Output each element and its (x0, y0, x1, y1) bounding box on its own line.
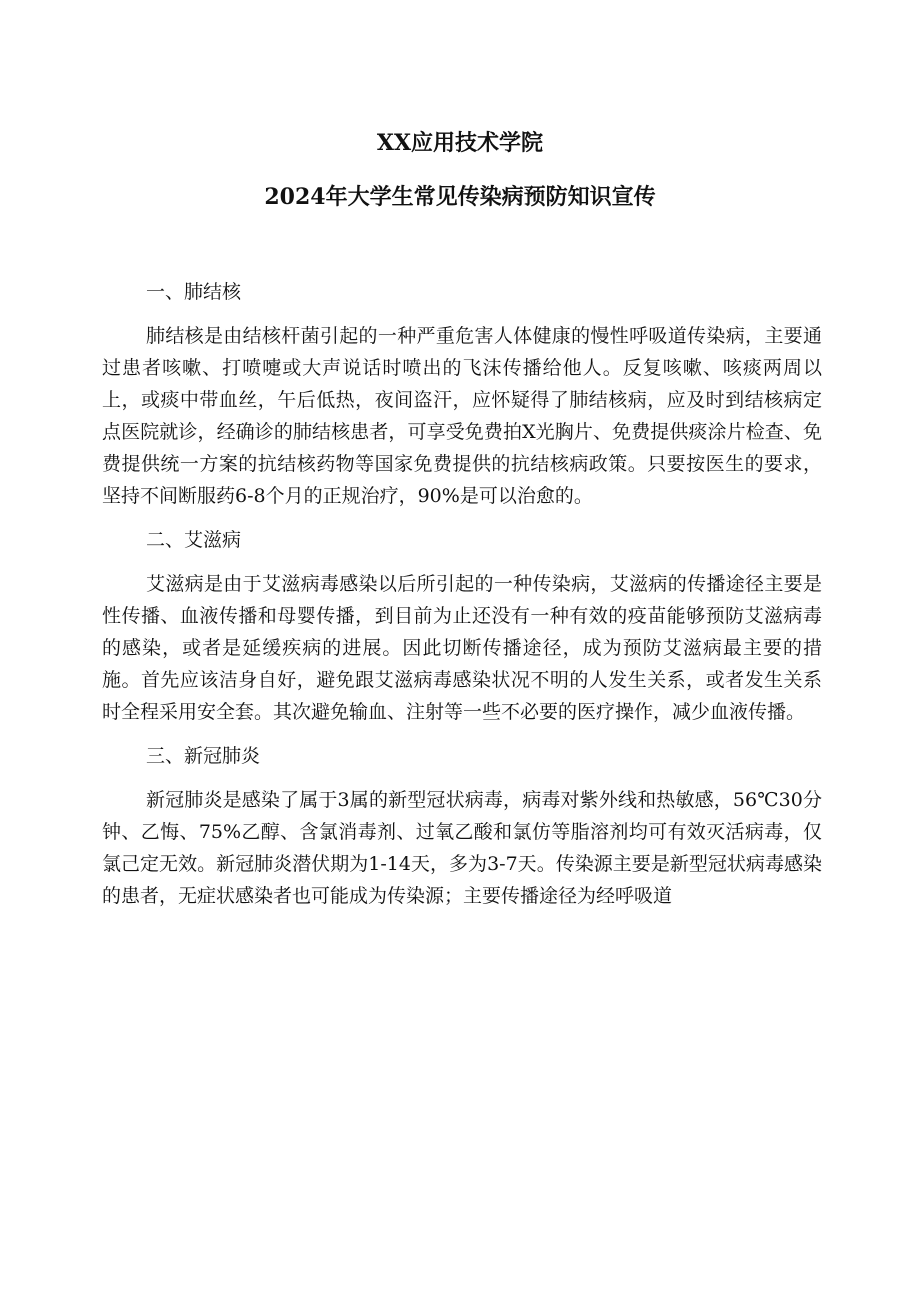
section-paragraph-aids: 艾滋病是由于艾滋病毒感染以后所引起的一种传染病，艾滋病的传播途径主要是性传播、血液传播和母婴传播，到目前为止还没有一种有效的疫苗能够预防艾滋病毒的感染，或者是延缓疾病的进展。因此切断传播途径，成为预防艾滋病最主要的措施。首先应该洁身自好，避免跟艾滋病毒感染状况不明的人发生关系，或者发生关系时全程采用安全套。其次避免输血、注射等一些不必要的医疗操作，减少血液传播。 (102, 573, 822, 723)
section-paragraph-covid: 新冠肺炎是感染了属于3属的新型冠状病毒，病毒对紫外线和热敏感，56℃30分钟、乙悔、75%乙醇、含氯消毒剂、过氧乙酸和氯仿等脂溶剂均可有效灭活病毒，仅氯己定无效。新冠肺炎潜伏期为1-14天，多为3-7天。传染源主要是新型冠状病毒感染的患者，无症状感染者也可能成为传染源；主要传播途径为经呼吸道 (102, 789, 822, 907)
document-body (102, 276, 822, 912)
institution-title: XX应用技术学院 (376, 130, 544, 156)
document-title: 2024年大学生常见传染病预防知识宣传 (264, 184, 656, 210)
document-title-block (0, 128, 920, 212)
section-heading-aids: 二、艾滋病 (146, 529, 242, 551)
section-heading-covid: 三、新冠肺炎 (146, 745, 261, 767)
section-heading-tuberculosis: 一、肺结核 (146, 281, 242, 303)
section-paragraph-tuberculosis: 肺结核是由结核杆菌引起的一种严重危害人体健康的慢性呼吸道传染病，主要通过患者咳嗽、打喷嚏或大声说话时喷出的飞沫传播给他人。反复咳嗽、咳痰两周以上，或痰中带血丝，午后低热，夜间盗汗，应怀疑得了肺结核病，应及时到结核病定点医院就诊，经确诊的肺结核患者，可享受免费拍X光胸片、免费提供痰涂片检查、免费提供统一方案的抗结核药物等国家免费提供的抗结核病政策。只要按医生的要求，坚持不间断服药6-8个月的正规治疗，90%是可以治愈的。 (102, 325, 822, 507)
